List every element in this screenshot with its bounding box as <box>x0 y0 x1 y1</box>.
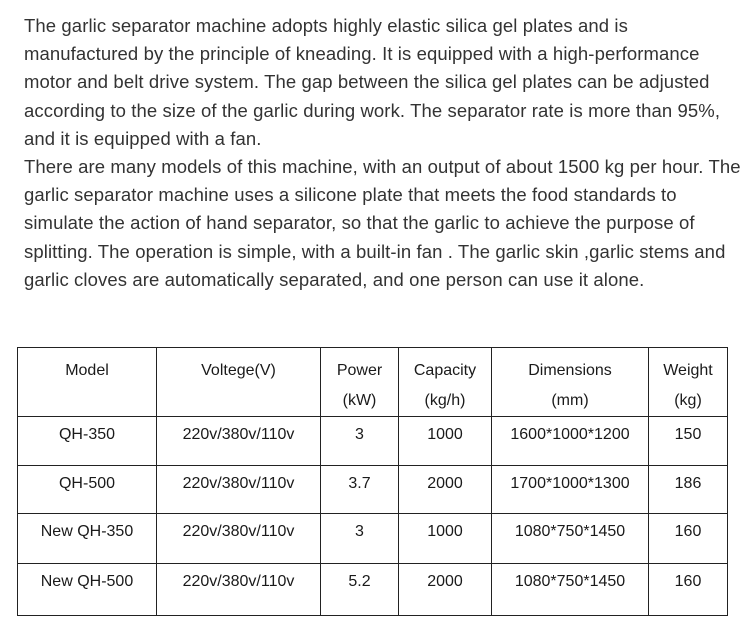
cell-weight: 150 <box>649 417 728 466</box>
cell-power: 3.7 <box>321 466 399 514</box>
cell-weight: 186 <box>649 466 728 514</box>
cell-voltage: 220v/380v/110v <box>157 514 321 564</box>
cell-model: New QH-350 <box>18 514 157 564</box>
header-cell-weight: Weight (kg) <box>649 348 728 417</box>
cell-dimensions: 1600*1000*1200 <box>492 417 649 466</box>
table-row <box>18 417 728 466</box>
cell-voltage: 220v/380v/110v <box>157 564 321 616</box>
cell-power: 3 <box>321 514 399 564</box>
description-paragraph-2: There are many models of this machine, with an output of about 1500 kg per hour. The garlic separator machine uses a silicone plate that meets the food standards to simulate the action of hand separator, so that the garlic to achieve the purpose of splitting. The operation is simple, with a built-in fan . The garlic skin ,garlic stems and garlic cloves are automatically separated, and one person can use it alone. <box>24 156 741 290</box>
table-row <box>18 466 728 514</box>
cell-capacity: 2000 <box>399 466 492 514</box>
cell-model: QH-350 <box>18 417 157 466</box>
cell-dimensions: 1080*750*1450 <box>492 564 649 616</box>
header-cell-capacity: Capacity (kg/h) <box>399 348 492 417</box>
table-row <box>18 514 728 564</box>
cell-power: 5.2 <box>321 564 399 616</box>
description-paragraph-1: The garlic separator machine adopts highly elastic silica gel plates and is manufactured by the principle of kneading. It is equipped with a high-performance motor and belt drive system. The gap between the silica gel plates can be adjusted according to the size of the garlic during work. The separator rate is more than 95%, and it is equipped with a fan. <box>24 15 721 149</box>
cell-weight: 160 <box>649 564 728 616</box>
cell-voltage: 220v/380v/110v <box>157 417 321 466</box>
cell-capacity: 1000 <box>399 417 492 466</box>
header-cell-dimensions: Dimensions (mm) <box>492 348 649 417</box>
cell-capacity: 1000 <box>399 514 492 564</box>
specifications-table <box>17 347 728 616</box>
product-description <box>24 12 744 294</box>
cell-weight: 160 <box>649 514 728 564</box>
cell-dimensions: 1080*750*1450 <box>492 514 649 564</box>
header-cell-model: Model <box>18 348 157 417</box>
cell-dimensions: 1700*1000*1300 <box>492 466 649 514</box>
header-cell-voltage: Voltege(V) <box>157 348 321 417</box>
table-header-row <box>18 348 728 417</box>
header-cell-power: Power (kW) <box>321 348 399 417</box>
cell-power: 3 <box>321 417 399 466</box>
cell-capacity: 2000 <box>399 564 492 616</box>
cell-model: QH-500 <box>18 466 157 514</box>
table-row <box>18 564 728 616</box>
cell-model: New QH-500 <box>18 564 157 616</box>
cell-voltage: 220v/380v/110v <box>157 466 321 514</box>
